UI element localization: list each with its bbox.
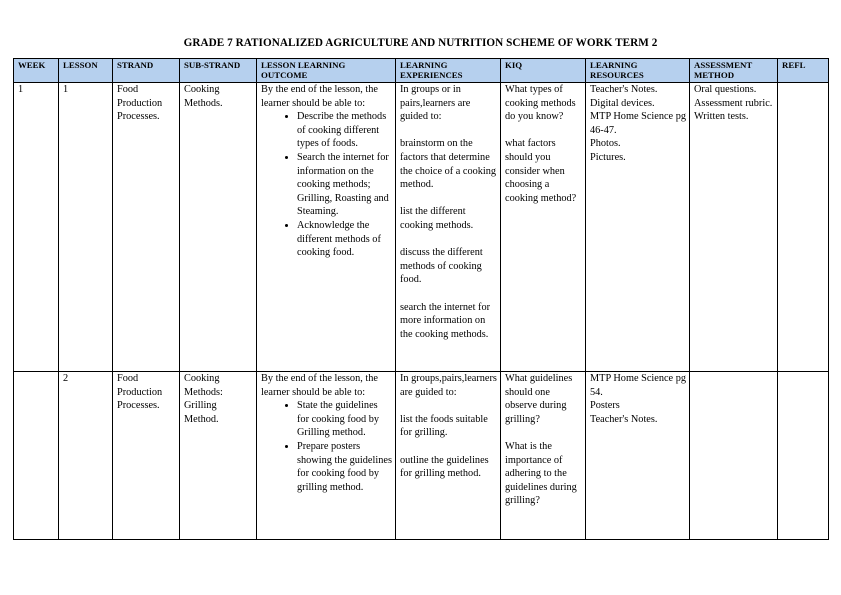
cell-sub-strand: Cooking Methods.: [180, 83, 257, 372]
resource-item: Teacher's Notes.: [590, 413, 658, 425]
header-reflection: REFL: [778, 59, 829, 83]
outcome-list: [261, 110, 392, 260]
experience-item: In groups,pairs,learners are guided to:: [400, 373, 497, 398]
header-kiq: KIQ: [501, 59, 586, 83]
kiq-item: What types of cooking methods do you know?: [505, 84, 576, 123]
cell-reflection: [778, 83, 829, 372]
outcome-intro: By the end of the lesson, the learner should be able to:: [261, 373, 378, 398]
assessment-item: Assessment rubric.: [694, 97, 773, 109]
cell-learning-experiences: [396, 372, 501, 540]
experience-item: list the foods suitable for grilling.: [400, 413, 488, 439]
header-sub-strand: SUB-STRAND: [180, 59, 257, 83]
outcome-list: [261, 399, 392, 494]
cell-kiq: [501, 83, 586, 372]
cell-sub-strand: Cooking Methods: Grilling Method.: [180, 372, 257, 540]
table-header-row: [14, 59, 829, 83]
outcome-item: • Prepare posters showing the guidelines for cooking food by grilling method.: [297, 440, 392, 494]
resource-item: MTP Home Science pg 54.: [590, 373, 686, 398]
document-title: GRADE 7 RATIONALIZED AGRICULTURE AND NUTRITION SCHEME OF WORK TERM 2: [183, 37, 658, 49]
assessment-item: Written tests.: [694, 111, 749, 123]
outcome-intro: By the end of the lesson, the learner should be able to:: [261, 84, 378, 109]
resource-item: Digital devices.: [590, 97, 655, 109]
cell-week: [14, 372, 59, 540]
table-row: [14, 83, 829, 372]
assessment-item: Oral questions.: [694, 84, 757, 95]
header-assessment-method: ASSESSMENT METHOD: [690, 59, 778, 83]
resource-item: Posters: [590, 400, 620, 412]
cell-strand: Food Production Processes.: [113, 83, 180, 372]
table-row: [14, 372, 829, 540]
cell-assessment-method: [690, 83, 778, 372]
outcome-item: • State the guidelines for cooking food by Grilling method.: [297, 399, 392, 440]
resource-item: Photos.: [590, 138, 621, 150]
outcome-item: • Describe the methods of cooking different types of foods.: [297, 110, 392, 151]
experience-item: outline the guidelines for grilling method.: [400, 454, 489, 480]
cell-learning-resources: [586, 83, 690, 372]
resource-item: MTP Home Science pg 46-47.: [590, 111, 686, 136]
header-strand: STRAND: [113, 59, 180, 83]
cell-reflection: [778, 372, 829, 540]
scheme-of-work-table: [13, 58, 829, 540]
cell-learning-experiences: [396, 83, 501, 372]
kiq-item: What guidelines should one observe during grilling?: [505, 373, 573, 425]
cell-kiq: [501, 372, 586, 540]
kiq-item: what factors should you consider when choosing a cooking method?: [505, 138, 577, 204]
header-week: WEEK: [14, 59, 59, 83]
experience-item: In groups or in pairs,learners are guided to:: [400, 84, 471, 123]
header-learning-resources: LEARNING RESOURCES: [586, 59, 690, 83]
experience-item: brainstorm on the factors that determine the choice of a cooking method.: [400, 138, 497, 191]
cell-strand: Food Production Processes.: [113, 372, 180, 540]
cell-learning-resources: [586, 372, 690, 540]
outcome-item: • Acknowledge the different methods of cooking food.: [297, 219, 392, 260]
experience-item: search the internet for more information on the cooking methods.: [400, 301, 491, 340]
resource-item: Pictures.: [590, 151, 626, 163]
cell-learning-outcome: [257, 372, 396, 540]
header-learning-outcome: LESSON LEARNING OUTCOME: [257, 59, 396, 83]
experience-item: list the different cooking methods.: [400, 206, 474, 231]
kiq-item: What is the importance of adhering to the guidelines during grilling?: [505, 440, 577, 507]
cell-lesson: 2: [59, 372, 113, 540]
header-learning-experiences: LEARNING EXPERIENCES: [396, 59, 501, 83]
cell-lesson: 1: [59, 83, 113, 372]
experience-item: discuss the different methods of cooking food.: [400, 247, 483, 286]
header-lesson: LESSON: [59, 59, 113, 83]
cell-learning-outcome: [257, 83, 396, 372]
outcome-item: • Search the internet for information on the cooking methods; Grilling, Roasting and Steaming.: [297, 151, 392, 219]
cell-week: 1: [14, 83, 59, 372]
cell-assessment-method: [690, 372, 778, 540]
resource-item: Teacher's Notes.: [590, 84, 658, 95]
